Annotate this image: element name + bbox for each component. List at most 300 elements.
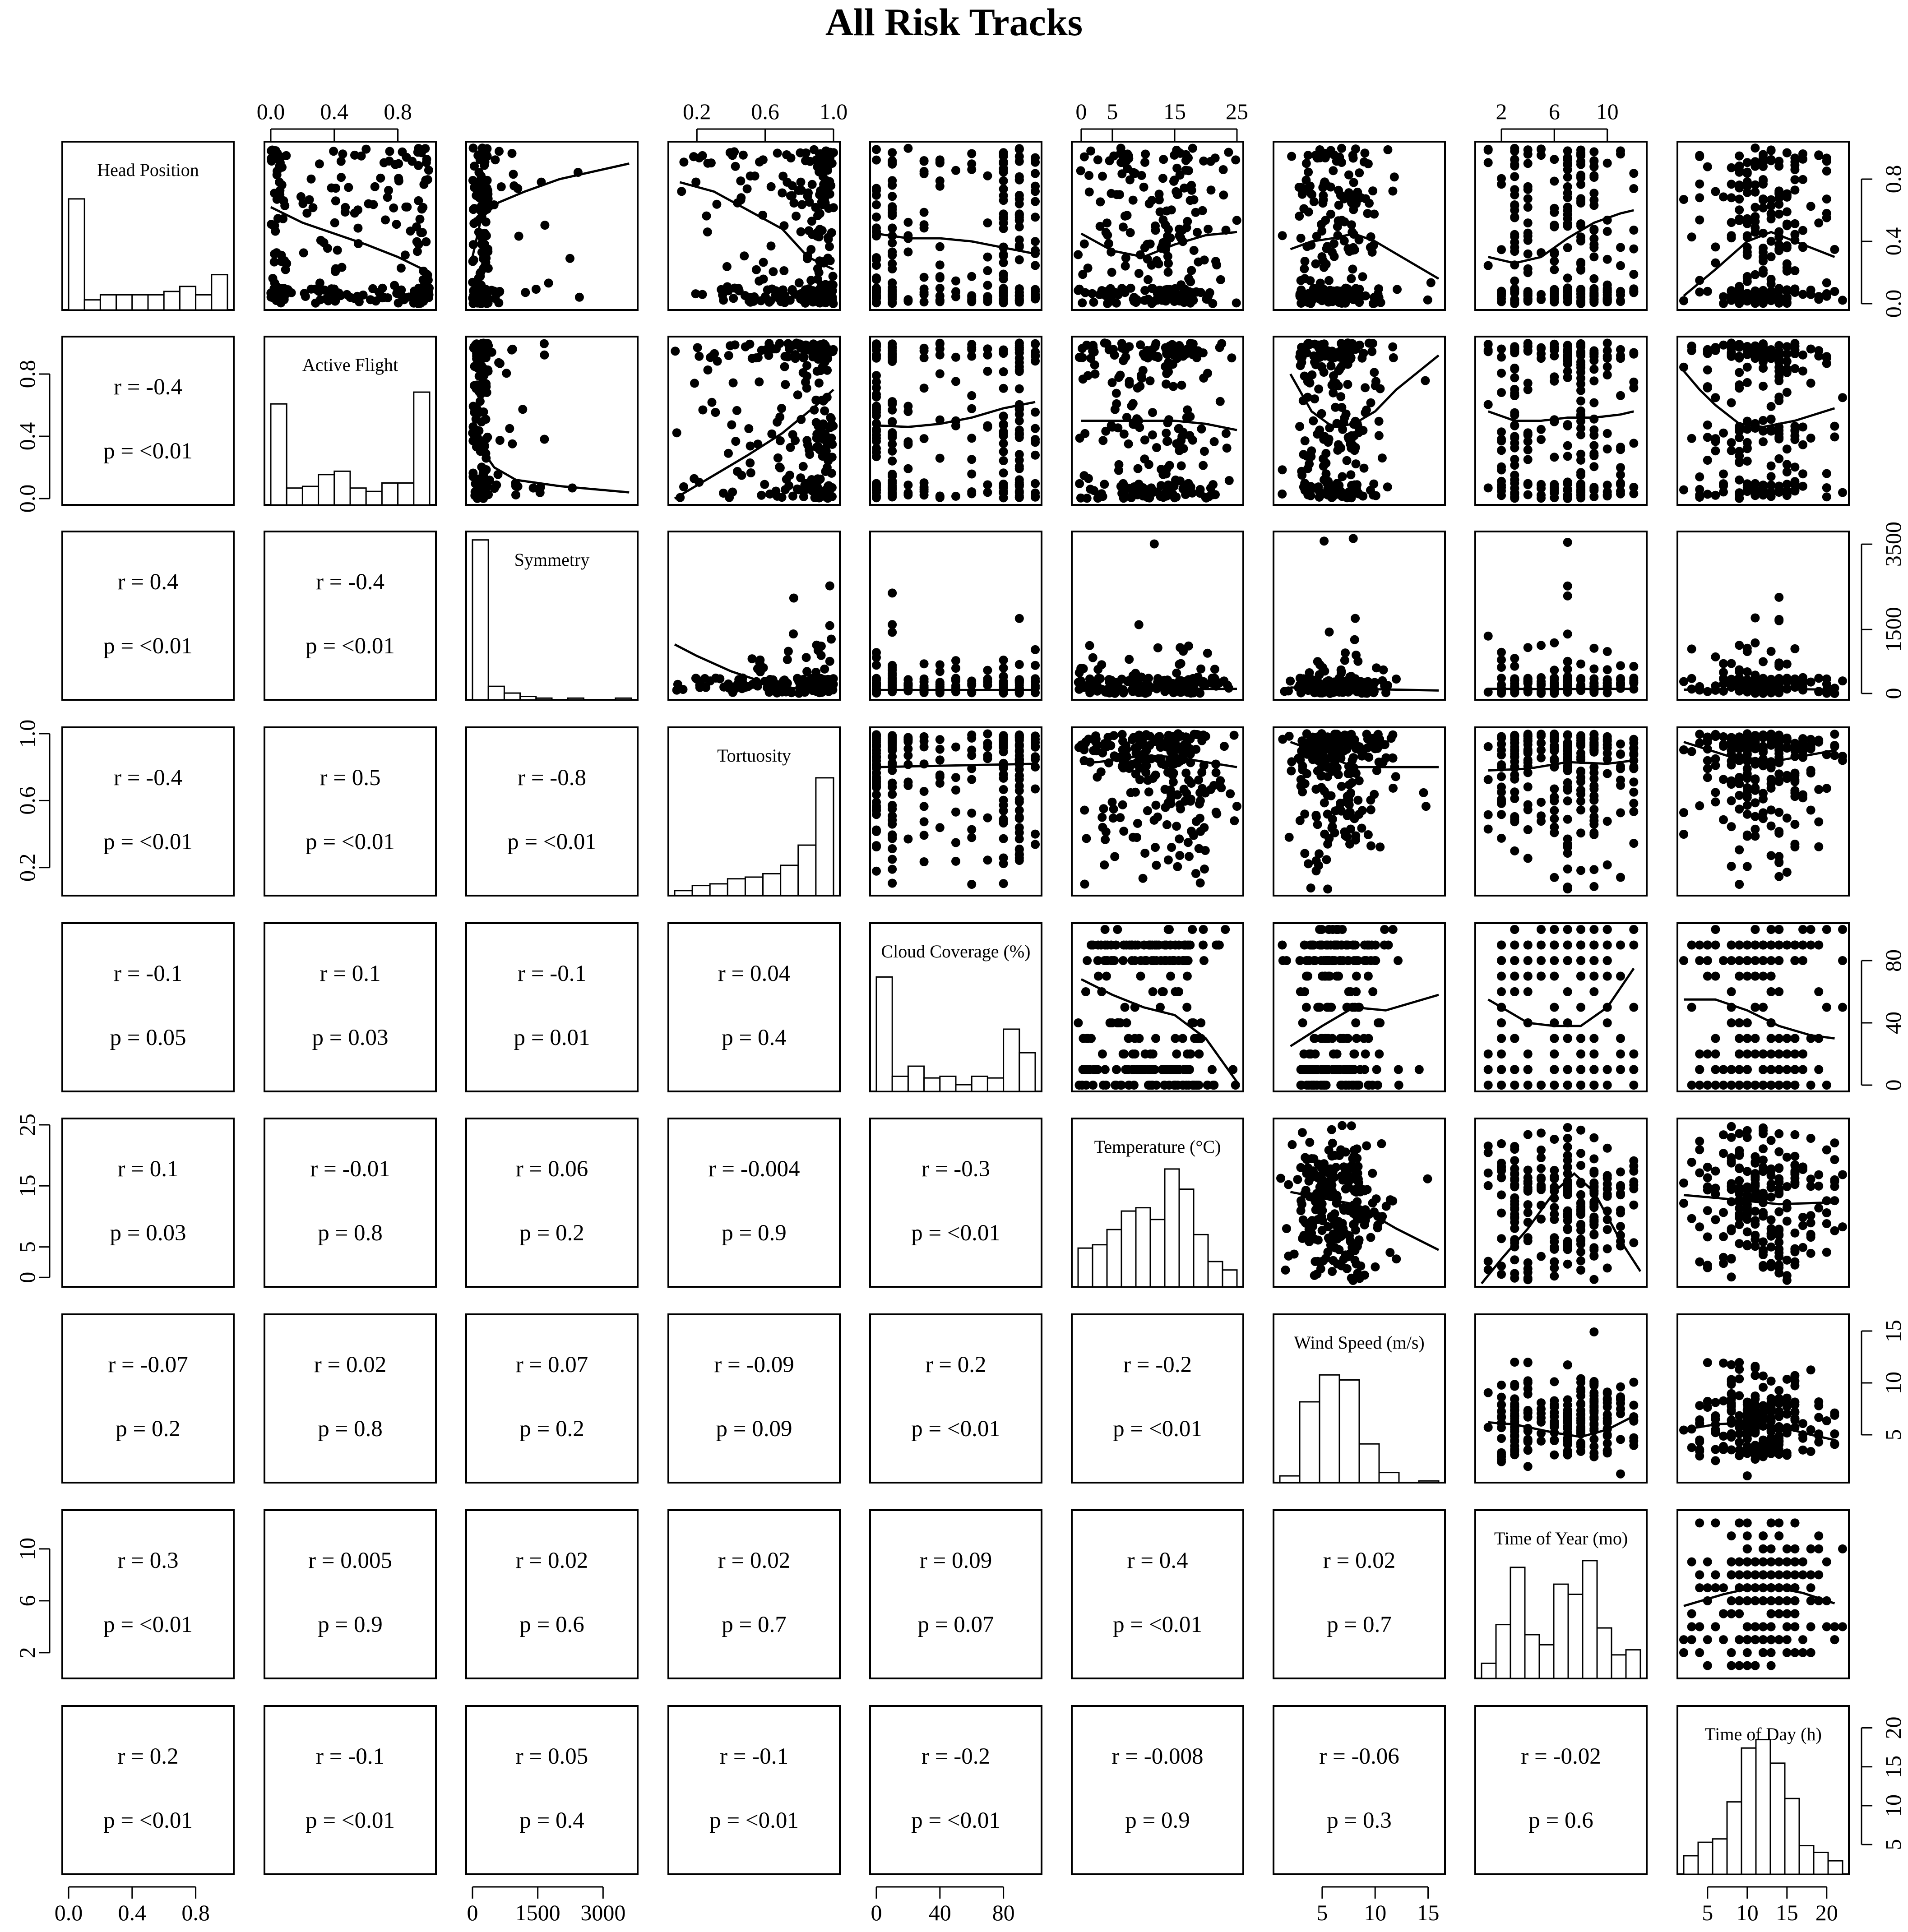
scatter-point <box>825 153 834 162</box>
correlation-p: p = <0.01 <box>103 829 193 855</box>
scatter-point <box>1783 460 1792 469</box>
scatter-point <box>787 191 797 200</box>
scatter-point <box>1144 787 1153 796</box>
scatter-point <box>1360 464 1369 473</box>
scatter-point <box>1537 354 1546 363</box>
smooth-trend-line <box>1684 689 1834 690</box>
scatter-point <box>967 159 976 168</box>
scatter-point <box>872 679 881 689</box>
scatter-point <box>1336 191 1345 200</box>
scatter-point <box>1589 171 1598 180</box>
scatter-point <box>999 270 1008 279</box>
scatter-point <box>1296 361 1305 370</box>
scatter-point <box>1711 434 1720 443</box>
scatter-point <box>888 176 897 185</box>
histogram-bar <box>132 295 148 310</box>
panel-r3-c2 <box>264 532 436 700</box>
scatter-point <box>1140 435 1149 444</box>
panel-r2-c4 <box>668 337 840 505</box>
scatter-point <box>1743 644 1752 653</box>
scatter-point <box>472 296 481 305</box>
scatter-point <box>1015 814 1024 823</box>
scatter-point <box>1356 193 1365 202</box>
scatter-point <box>1497 245 1506 254</box>
scatter-point <box>1589 441 1598 450</box>
scatter-point <box>1225 476 1234 485</box>
histogram-bar <box>69 199 84 310</box>
scatter-point <box>1589 451 1598 460</box>
scatter-point <box>1158 174 1167 183</box>
scatter-point <box>1378 676 1387 685</box>
scatter-point <box>509 181 519 190</box>
scatter-point <box>935 756 945 765</box>
scatter-point <box>802 372 811 381</box>
scatter-point <box>1226 789 1235 798</box>
scatter-point <box>1735 299 1744 308</box>
panel-frame <box>264 727 436 896</box>
scatter-point <box>1031 182 1040 191</box>
scatter-point <box>1227 353 1236 362</box>
scatter-point <box>888 431 897 440</box>
scatter-point <box>736 176 745 185</box>
scatter-point <box>728 688 737 697</box>
scatter-point <box>1287 152 1296 161</box>
scatter-point <box>1790 266 1799 275</box>
scatter-point <box>1735 433 1744 442</box>
scatter-point <box>1711 652 1720 661</box>
scatter-point <box>1322 260 1331 269</box>
scatter-point <box>1324 276 1334 285</box>
scatter-point <box>1743 350 1752 359</box>
scatter-point <box>1629 378 1638 387</box>
scatter-point <box>872 486 881 495</box>
scatter-point <box>754 353 763 362</box>
panel-r3-c9 <box>1677 532 1849 700</box>
scatter-point <box>713 357 722 366</box>
scatter-point <box>1703 365 1712 374</box>
histogram-bar <box>616 698 631 700</box>
scatter-point <box>1814 218 1823 227</box>
scatter-point <box>801 479 810 488</box>
histogram-bar <box>398 483 414 505</box>
scatter-point <box>1121 352 1130 361</box>
panel-r4-c3 <box>466 727 638 896</box>
scatter-point <box>540 339 549 348</box>
scatter-point <box>824 204 833 213</box>
scatter-point <box>888 457 897 466</box>
scatter-point <box>1616 470 1625 479</box>
scatter-point <box>1589 484 1598 493</box>
scatter-point <box>1093 687 1102 696</box>
scatter-point <box>872 393 881 402</box>
scatter-point <box>999 468 1008 477</box>
scatter-point <box>1497 427 1506 436</box>
histogram-bar <box>504 693 520 700</box>
scatter-point <box>816 675 825 684</box>
panel-r1-c3 <box>466 142 638 310</box>
scatter-point <box>540 351 549 360</box>
scatter-point <box>1510 455 1519 464</box>
scatter-point <box>1360 157 1369 166</box>
scatter-point <box>1181 768 1190 777</box>
scatter-point <box>999 439 1008 448</box>
scatter-point <box>1191 869 1200 878</box>
scatter-point <box>316 236 325 245</box>
scatter-point <box>935 492 945 501</box>
scatter-point <box>1351 144 1360 153</box>
scatter-point <box>270 250 279 259</box>
scatter-point <box>825 242 834 251</box>
scatter-point <box>1743 181 1752 190</box>
scatter-point <box>1703 490 1712 499</box>
histogram-bar <box>763 874 781 896</box>
scatter-point <box>872 805 881 814</box>
scatter-point <box>1031 169 1040 178</box>
scatter-point <box>540 221 549 230</box>
scatter-point <box>888 160 897 169</box>
scatter-point <box>1089 486 1098 495</box>
scatter-point <box>1366 841 1375 850</box>
scatter-point <box>1687 434 1696 443</box>
scatter-point <box>1550 480 1559 489</box>
scatter-point <box>1140 849 1149 858</box>
scatter-point <box>1295 422 1304 431</box>
scatter-point <box>278 163 287 172</box>
scatter-point <box>1497 689 1506 698</box>
scatter-point <box>1484 400 1493 409</box>
scatter-point <box>1822 194 1831 203</box>
scatter-point <box>1370 368 1379 377</box>
scatter-point <box>414 240 423 249</box>
scatter-point <box>508 439 517 448</box>
scatter-point <box>1353 796 1362 805</box>
scatter-point <box>1031 479 1040 488</box>
scatter-point <box>1370 790 1379 799</box>
scatter-point <box>759 155 768 164</box>
scatter-point <box>421 176 430 185</box>
scatter-point <box>280 201 289 210</box>
scatter-point <box>1735 340 1744 349</box>
scatter-point <box>1308 676 1317 685</box>
panel-r4-c7 <box>1274 727 1445 896</box>
scatter-point <box>1727 339 1736 348</box>
scatter-point <box>1375 293 1384 302</box>
scatter-point <box>1703 162 1712 171</box>
histogram-bar <box>334 471 350 505</box>
scatter-point <box>827 228 836 237</box>
scatter-point <box>689 152 698 161</box>
scatter-point <box>1358 426 1367 435</box>
scatter-point <box>951 743 960 752</box>
scatter-point <box>1374 284 1383 293</box>
scatter-point <box>1172 439 1181 448</box>
scatter-point <box>381 215 390 224</box>
scatter-point <box>1329 166 1338 175</box>
scatter-point <box>1806 286 1815 295</box>
scatter-point <box>951 664 960 673</box>
correlation-p: p = <0.01 <box>103 439 193 464</box>
scatter-point <box>903 437 912 446</box>
scatter-point <box>1161 288 1170 297</box>
scatter-point <box>872 350 881 359</box>
scatter-point <box>468 176 477 185</box>
scatter-point <box>1806 678 1815 687</box>
scatter-point <box>1301 257 1310 266</box>
scatter-point <box>1192 353 1201 362</box>
scatter-point <box>1767 415 1776 424</box>
scatter-point <box>983 813 992 823</box>
scatter-point <box>1510 230 1519 239</box>
scatter-point <box>1348 264 1357 273</box>
scatter-point <box>1357 354 1366 363</box>
scatter-point <box>1695 180 1704 189</box>
scatter-point <box>752 265 761 274</box>
panel-r2-c7 <box>1274 337 1445 505</box>
scatter-point <box>967 825 976 834</box>
scatter-point <box>1751 270 1760 279</box>
scatter-point <box>403 203 412 212</box>
scatter-point <box>1118 344 1127 353</box>
scatter-point <box>1589 274 1598 283</box>
scatter-point <box>727 421 736 430</box>
scatter-point <box>1719 192 1728 201</box>
scatter-point <box>812 641 821 650</box>
scatter-point <box>1375 842 1385 851</box>
scatter-point <box>1603 294 1612 303</box>
scatter-point <box>767 182 776 191</box>
scatter-point <box>808 486 817 495</box>
scatter-point <box>1510 654 1519 663</box>
scatter-point <box>1116 144 1125 153</box>
scatter-point <box>1695 287 1704 296</box>
scatter-point <box>1160 687 1169 696</box>
scatter-point <box>1822 278 1831 287</box>
scatter-point <box>1031 213 1040 222</box>
scatter-point <box>1783 674 1792 683</box>
scatter-point <box>732 406 741 415</box>
panel-r1-c1 <box>62 142 234 310</box>
scatter-point <box>1563 538 1572 547</box>
scatter-point <box>1790 185 1799 194</box>
scatter-point <box>783 655 792 664</box>
histogram-bar <box>180 287 195 310</box>
scatter-point <box>1115 190 1124 199</box>
scatter-point <box>1774 284 1783 293</box>
scatter-point <box>1196 878 1205 887</box>
scatter-point <box>1759 382 1768 391</box>
scatter-point <box>1336 799 1345 808</box>
scatter-point <box>967 734 976 743</box>
scatter-point <box>1629 226 1638 235</box>
scatter-point <box>1162 379 1171 388</box>
scatter-point <box>999 164 1008 173</box>
scatter-point <box>1783 259 1792 268</box>
scatter-point <box>1139 483 1148 492</box>
scatter-point <box>1510 247 1519 256</box>
scatter-point <box>1080 240 1089 249</box>
scatter-point <box>1109 152 1118 161</box>
scatter-point <box>951 277 960 286</box>
scatter-point <box>1121 212 1130 221</box>
scatter-point <box>1783 350 1792 359</box>
scatter-point <box>1125 379 1134 388</box>
scatter-point <box>281 290 290 299</box>
scatter-point <box>1089 298 1098 307</box>
scatter-point <box>1603 339 1612 348</box>
scatter-point <box>744 424 753 433</box>
scatter-point <box>1703 456 1712 465</box>
scatter-point <box>1119 827 1128 836</box>
scatter-point <box>1130 482 1139 491</box>
panel-frame <box>264 532 436 700</box>
scatter-point <box>1364 830 1373 839</box>
scatter-point <box>799 462 808 471</box>
scatter-point <box>496 436 505 445</box>
scatter-point <box>1137 371 1146 380</box>
scatter-point <box>888 736 897 745</box>
scatter-point <box>802 436 811 445</box>
scatter-point <box>1224 148 1233 157</box>
scatter-point <box>872 298 881 307</box>
scatter-point <box>983 743 992 752</box>
scatter-point <box>1751 480 1760 489</box>
scatter-point <box>888 202 897 211</box>
scatter-point <box>540 435 549 444</box>
scatter-point <box>1497 288 1506 297</box>
scatter-point <box>920 787 929 796</box>
scatter-point <box>1331 403 1340 412</box>
scatter-point <box>1537 641 1546 650</box>
scatter-point <box>316 295 325 304</box>
scatter-point <box>693 343 702 352</box>
scatter-point <box>715 674 724 683</box>
smooth-trend-line <box>1488 411 1634 421</box>
scatter-point <box>1388 342 1397 351</box>
scatter-point <box>413 148 422 157</box>
scatter-point <box>307 175 316 184</box>
scatter-point <box>1355 168 1364 177</box>
scatter-point <box>1497 477 1506 486</box>
scatter-point <box>983 481 992 490</box>
scatter-point <box>1015 660 1024 669</box>
scatter-point <box>1743 363 1752 372</box>
scatter-point <box>338 149 347 158</box>
scatter-point <box>1200 447 1209 456</box>
scatter-point <box>1798 366 1807 375</box>
scatter-point <box>1173 862 1182 871</box>
scatter-point <box>1759 657 1768 666</box>
scatter-point <box>1727 291 1736 300</box>
scatter-point <box>1524 268 1533 277</box>
scatter-point <box>1175 231 1184 240</box>
scatter-point <box>1015 362 1024 371</box>
scatter-point <box>1162 491 1171 500</box>
panel-r3-c1 <box>62 532 234 700</box>
scatter-point <box>1616 287 1625 296</box>
scatter-point <box>1015 614 1024 623</box>
scatter-point <box>1368 186 1377 195</box>
scatter-point <box>1759 437 1768 446</box>
scatter-point <box>920 297 929 306</box>
scatter-point <box>1015 823 1024 832</box>
scatter-point <box>1695 485 1704 494</box>
scatter-point <box>1143 806 1152 815</box>
scatter-point <box>1537 295 1546 304</box>
scatter-point <box>477 343 486 352</box>
scatter-point <box>1150 816 1159 825</box>
scatter-point <box>1317 220 1326 229</box>
scatter-point <box>983 344 992 353</box>
scatter-point <box>1830 287 1839 296</box>
scatter-point <box>1524 643 1533 652</box>
scatter-point <box>1790 175 1799 184</box>
scatter-point <box>1358 272 1367 281</box>
scatter-point <box>1389 353 1398 362</box>
scatter-point <box>888 855 897 864</box>
smooth-trend-line <box>1081 689 1237 690</box>
scatter-point <box>1790 431 1799 440</box>
scatter-point <box>1774 482 1783 491</box>
scatter-point <box>1015 384 1024 393</box>
scatter-point <box>1576 674 1585 683</box>
scatter-point <box>739 151 748 160</box>
scatter-point <box>1031 661 1040 670</box>
scatter-point <box>805 445 814 454</box>
scatter-point <box>482 217 491 226</box>
scatter-point <box>1339 298 1348 307</box>
scatter-point <box>872 653 881 662</box>
scatter-point <box>1031 645 1040 654</box>
scatter-point <box>935 735 945 744</box>
scatter-point <box>1537 425 1546 434</box>
scatter-point <box>1117 169 1126 178</box>
panel-frame <box>62 727 234 896</box>
scatter-point <box>999 664 1008 673</box>
scatter-point <box>1365 339 1374 348</box>
scatter-point <box>1790 219 1799 228</box>
scatter-point <box>999 427 1008 436</box>
histogram-bar <box>116 295 132 310</box>
scatter-point <box>1629 439 1638 448</box>
scatter-point <box>1497 345 1506 354</box>
scatter-point <box>903 778 912 787</box>
scatter-point <box>772 344 781 353</box>
scatter-point <box>1175 851 1184 860</box>
scatter-point <box>1767 252 1776 261</box>
scatter-point <box>471 382 480 391</box>
scatter-point <box>1798 440 1807 449</box>
panel-r2-c5 <box>870 337 1042 505</box>
scatter-point <box>1140 158 1149 167</box>
scatter-point <box>1230 731 1239 740</box>
scatter-point <box>1576 219 1585 228</box>
scatter-point <box>1143 776 1152 785</box>
scatter-point <box>483 365 492 374</box>
scatter-point <box>1112 389 1121 398</box>
scatter-point <box>1822 289 1831 298</box>
scatter-point <box>1323 840 1332 849</box>
scatter-point <box>797 186 806 195</box>
scatter-point <box>1727 193 1736 202</box>
scatter-point <box>417 204 426 213</box>
scatter-point <box>903 297 912 306</box>
scatter-point <box>1524 218 1533 227</box>
scatter-point <box>793 674 802 683</box>
scatter-point <box>788 285 797 294</box>
scatter-point <box>1307 296 1316 305</box>
scatter-point <box>787 688 796 697</box>
scatter-point <box>1232 216 1241 225</box>
